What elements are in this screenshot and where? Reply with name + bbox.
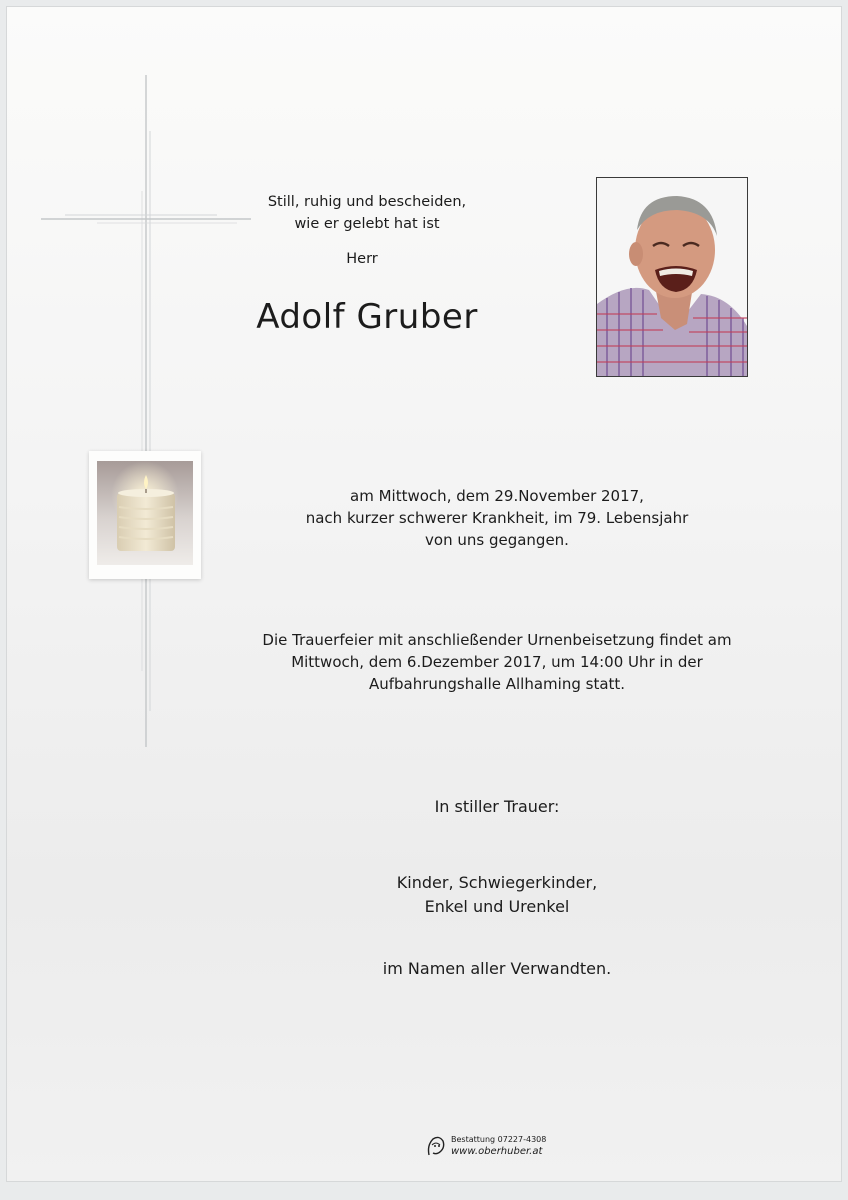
intro-line-2: wie er gelebt hat ist bbox=[294, 216, 440, 232]
death-line-1: am Mittwoch, dem 29.November 2017, bbox=[350, 487, 644, 505]
mourning-heading: In stiller Trauer: bbox=[434, 797, 560, 816]
ceremony-line-3: Aufbahrungshalle Allhaming statt. bbox=[368, 675, 626, 693]
ceremony-notice bbox=[207, 629, 787, 695]
deceased-name: Adolf Gruber bbox=[256, 297, 478, 337]
funeral-home-footer bbox=[425, 1133, 595, 1163]
relatives-line: im Namen aller Verwandten. bbox=[382, 959, 612, 978]
death-line-2: nach kurzer schwerer Krankheit, im 79. Lebensjahr bbox=[305, 509, 689, 527]
intro-verse bbox=[237, 191, 497, 235]
portrait-icon bbox=[597, 178, 747, 376]
salutation: Herr bbox=[346, 251, 378, 267]
ceremony-line-2: Mittwoch, dem 6.Dezember 2017, um 14:00 Uhr in der bbox=[291, 653, 703, 671]
ceremony-line-1: Die Trauerfeier mit anschließender Urnenbeisetzung findet am bbox=[262, 631, 732, 649]
intro-line-1: Still, ruhig und bescheiden, bbox=[267, 194, 467, 210]
obituary-page bbox=[6, 6, 842, 1182]
family-line-2: Enkel und Urenkel bbox=[424, 897, 570, 916]
footer-phone: Bestattung 07227-4308 bbox=[451, 1135, 547, 1144]
family-list bbox=[337, 871, 657, 919]
portrait-photo bbox=[596, 177, 748, 377]
candle-picture bbox=[89, 451, 201, 579]
death-line-3: von uns gegangen. bbox=[425, 531, 569, 549]
candle-icon bbox=[89, 451, 201, 579]
family-line-1: Kinder, Schwiegerkinder, bbox=[396, 873, 598, 892]
oberhuber-logo-icon bbox=[425, 1133, 447, 1159]
death-notice bbox=[257, 485, 737, 551]
footer-website: www.oberhuber.at bbox=[451, 1146, 543, 1157]
